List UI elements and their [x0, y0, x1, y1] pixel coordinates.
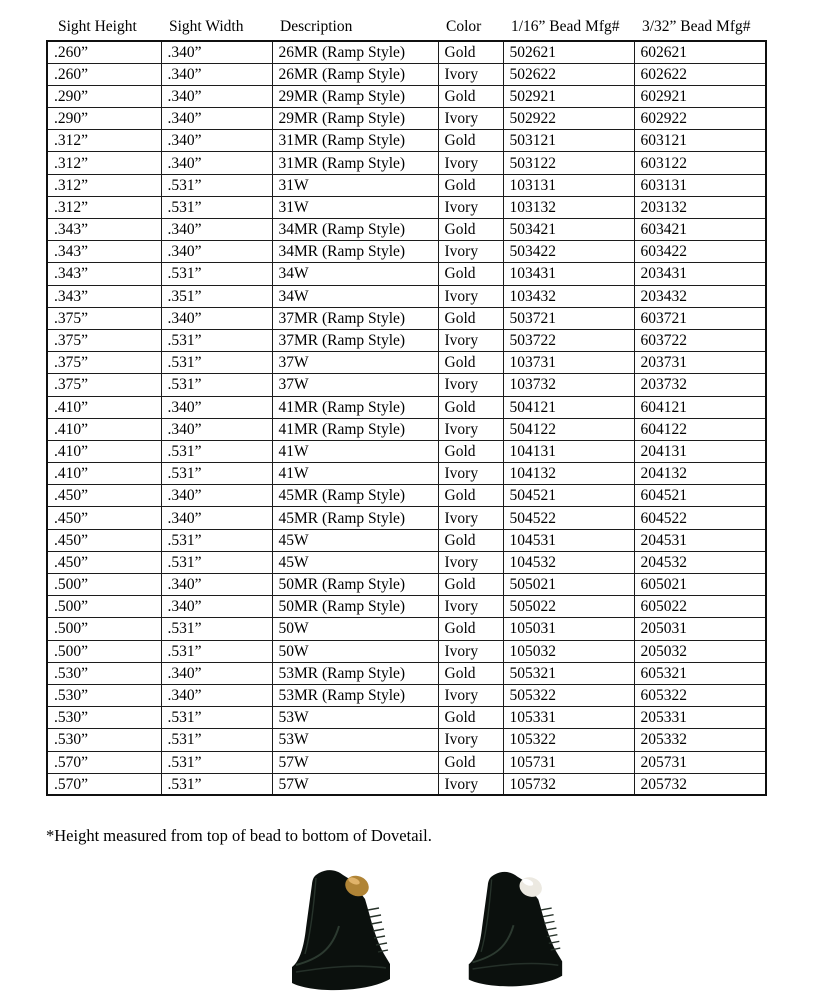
- table-cell: 104531: [503, 529, 634, 551]
- table-row: [47, 241, 766, 263]
- table-cell: 103431: [503, 263, 634, 285]
- table-row: [47, 263, 766, 285]
- table-cell: Gold: [438, 574, 503, 596]
- table-cell: Ivory: [438, 196, 503, 218]
- table-cell: 504521: [503, 485, 634, 507]
- table-row: [47, 684, 766, 706]
- table-cell: Gold: [438, 130, 503, 152]
- table-cell: .531”: [161, 196, 272, 218]
- table-cell: 503421: [503, 219, 634, 241]
- table-cell: 603131: [634, 174, 766, 196]
- table-cell: 57W: [272, 751, 438, 773]
- table-cell: .340”: [161, 596, 272, 618]
- table-row: [47, 662, 766, 684]
- table-cell: 29MR (Ramp Style): [272, 85, 438, 107]
- table-cell: .340”: [161, 418, 272, 440]
- table-cell: 105331: [503, 707, 634, 729]
- table-cell: 504122: [503, 418, 634, 440]
- table-cell: Ivory: [438, 152, 503, 174]
- table-cell: 504522: [503, 507, 634, 529]
- table-cell: 104131: [503, 440, 634, 462]
- table-cell: Gold: [438, 751, 503, 773]
- table-cell: 603421: [634, 219, 766, 241]
- table-cell: 205731: [634, 751, 766, 773]
- table-cell: .530”: [47, 662, 161, 684]
- table-cell: .340”: [161, 152, 272, 174]
- table-cell: 203432: [634, 285, 766, 307]
- table-cell: 605021: [634, 574, 766, 596]
- table-cell: .531”: [161, 551, 272, 573]
- table-cell: .351”: [161, 285, 272, 307]
- table-row: [47, 596, 766, 618]
- table-cell: 45MR (Ramp Style): [272, 507, 438, 529]
- table-row: [47, 751, 766, 773]
- table-cell: 503422: [503, 241, 634, 263]
- table-cell: .530”: [47, 729, 161, 751]
- table-row: [47, 352, 766, 374]
- table-cell: 31MR (Ramp Style): [272, 130, 438, 152]
- table-cell: .531”: [161, 352, 272, 374]
- table-cell: .531”: [161, 329, 272, 351]
- table-cell: 505321: [503, 662, 634, 684]
- table-cell: 205331: [634, 707, 766, 729]
- table-body: [47, 41, 766, 795]
- table-cell: .410”: [47, 440, 161, 462]
- table-cell: Ivory: [438, 596, 503, 618]
- table-cell: 205732: [634, 773, 766, 795]
- table-row: [47, 485, 766, 507]
- table-cell: .343”: [47, 241, 161, 263]
- table-cell: 26MR (Ramp Style): [272, 63, 438, 85]
- table-cell: 605322: [634, 684, 766, 706]
- table-cell: Gold: [438, 352, 503, 374]
- table-cell: .312”: [47, 130, 161, 152]
- table-cell: 41MR (Ramp Style): [272, 418, 438, 440]
- table-cell: 41MR (Ramp Style): [272, 396, 438, 418]
- table-cell: .290”: [47, 85, 161, 107]
- table-cell: .531”: [161, 729, 272, 751]
- table-cell: 53W: [272, 729, 438, 751]
- table-row: [47, 63, 766, 85]
- table-cell: .531”: [161, 463, 272, 485]
- table-cell: 602622: [634, 63, 766, 85]
- table-cell: Gold: [438, 529, 503, 551]
- table-cell: 53MR (Ramp Style): [272, 684, 438, 706]
- table-cell: 604522: [634, 507, 766, 529]
- table-cell: 505022: [503, 596, 634, 618]
- table-cell: 503721: [503, 307, 634, 329]
- table-cell: .340”: [161, 307, 272, 329]
- table-cell: 26MR (Ramp Style): [272, 41, 438, 63]
- table-row: [47, 396, 766, 418]
- table-cell: .340”: [161, 41, 272, 63]
- table-cell: 502921: [503, 85, 634, 107]
- table-cell: .500”: [47, 574, 161, 596]
- table-row: [47, 85, 766, 107]
- column-header-color: Color: [446, 18, 482, 35]
- table-cell: Ivory: [438, 551, 503, 573]
- table-cell: Gold: [438, 174, 503, 196]
- table-cell: 602921: [634, 85, 766, 107]
- table-cell: 57W: [272, 773, 438, 795]
- table-cell: 37W: [272, 352, 438, 374]
- table-cell: .570”: [47, 751, 161, 773]
- table-cell: .410”: [47, 463, 161, 485]
- table-cell: .531”: [161, 618, 272, 640]
- table-cell: 503722: [503, 329, 634, 351]
- column-header-sight-width: Sight Width: [169, 18, 244, 35]
- table-row: [47, 551, 766, 573]
- table-row: [47, 729, 766, 751]
- table-cell: .343”: [47, 285, 161, 307]
- table-cell: Ivory: [438, 418, 503, 440]
- table-cell: Ivory: [438, 63, 503, 85]
- table-cell: .410”: [47, 418, 161, 440]
- table-row: [47, 640, 766, 662]
- table-cell: 205032: [634, 640, 766, 662]
- table-cell: .340”: [161, 396, 272, 418]
- column-header-3-32-bead-mfg: 3/32” Bead Mfg#: [642, 18, 751, 35]
- column-header-sight-height: Sight Height: [58, 18, 137, 35]
- table-cell: 604122: [634, 418, 766, 440]
- table-cell: 103732: [503, 374, 634, 396]
- table-row: [47, 574, 766, 596]
- table-row: [47, 463, 766, 485]
- table-cell: 41W: [272, 440, 438, 462]
- table-cell: 103731: [503, 352, 634, 374]
- table-cell: Ivory: [438, 640, 503, 662]
- table-cell: .340”: [161, 108, 272, 130]
- table-cell: 31W: [272, 196, 438, 218]
- table-cell: 504121: [503, 396, 634, 418]
- table-cell: Gold: [438, 219, 503, 241]
- table-cell: Ivory: [438, 773, 503, 795]
- table-cell: .340”: [161, 85, 272, 107]
- table-cell: 203732: [634, 374, 766, 396]
- table-cell: .312”: [47, 196, 161, 218]
- table-cell: 502622: [503, 63, 634, 85]
- table-cell: 103131: [503, 174, 634, 196]
- table-cell: 34W: [272, 263, 438, 285]
- table-cell: .290”: [47, 108, 161, 130]
- table-cell: 103432: [503, 285, 634, 307]
- table-row: [47, 440, 766, 462]
- column-header-1-16-bead-mfg: 1/16” Bead Mfg#: [511, 18, 620, 35]
- table-cell: 104132: [503, 463, 634, 485]
- table-row: [47, 773, 766, 795]
- table-cell: .260”: [47, 41, 161, 63]
- table-cell: 41W: [272, 463, 438, 485]
- table-cell: .375”: [47, 307, 161, 329]
- table-cell: .450”: [47, 551, 161, 573]
- table-cell: .340”: [161, 662, 272, 684]
- table-row: [47, 219, 766, 241]
- table-cell: .375”: [47, 329, 161, 351]
- table-cell: .530”: [47, 684, 161, 706]
- gold-bead-sight-photo: [286, 866, 394, 994]
- table-cell: Ivory: [438, 329, 503, 351]
- table-cell: 105322: [503, 729, 634, 751]
- table-cell: Ivory: [438, 241, 503, 263]
- table-cell: Ivory: [438, 285, 503, 307]
- table-cell: .343”: [47, 219, 161, 241]
- table-cell: 204132: [634, 463, 766, 485]
- table-cell: 53W: [272, 707, 438, 729]
- table-cell: .340”: [161, 219, 272, 241]
- table-row: [47, 196, 766, 218]
- table-cell: .500”: [47, 596, 161, 618]
- table-cell: Ivory: [438, 507, 503, 529]
- table-cell: .531”: [161, 529, 272, 551]
- table-cell: .410”: [47, 396, 161, 418]
- table-cell: Gold: [438, 307, 503, 329]
- table-cell: 204532: [634, 551, 766, 573]
- table-cell: Ivory: [438, 729, 503, 751]
- table-cell: 205031: [634, 618, 766, 640]
- table-cell: 603121: [634, 130, 766, 152]
- table-cell: 203731: [634, 352, 766, 374]
- table-row: [47, 618, 766, 640]
- table-cell: 603722: [634, 329, 766, 351]
- table-cell: 45W: [272, 529, 438, 551]
- table-cell: Gold: [438, 396, 503, 418]
- table-cell: Ivory: [438, 684, 503, 706]
- table-cell: 34W: [272, 285, 438, 307]
- table-cell: .340”: [161, 574, 272, 596]
- table-row: [47, 108, 766, 130]
- table-cell: 105031: [503, 618, 634, 640]
- table-row: [47, 507, 766, 529]
- table-cell: 34MR (Ramp Style): [272, 241, 438, 263]
- table-cell: 203132: [634, 196, 766, 218]
- table-cell: 50MR (Ramp Style): [272, 574, 438, 596]
- table-cell: .375”: [47, 352, 161, 374]
- table-cell: .340”: [161, 507, 272, 529]
- table-cell: 29MR (Ramp Style): [272, 108, 438, 130]
- table-cell: 37MR (Ramp Style): [272, 329, 438, 351]
- ivory-bead-sight-photo: [462, 868, 567, 990]
- table-cell: Ivory: [438, 108, 503, 130]
- table-cell: Gold: [438, 707, 503, 729]
- table-cell: 604521: [634, 485, 766, 507]
- table-cell: 45MR (Ramp Style): [272, 485, 438, 507]
- table-cell: .530”: [47, 707, 161, 729]
- table-cell: Gold: [438, 263, 503, 285]
- column-header-description: Description: [280, 18, 353, 35]
- table-cell: 603122: [634, 152, 766, 174]
- table-cell: 104532: [503, 551, 634, 573]
- table-cell: Gold: [438, 41, 503, 63]
- table-cell: 602621: [634, 41, 766, 63]
- table-cell: 105731: [503, 751, 634, 773]
- table-cell: .531”: [161, 640, 272, 662]
- table-row: [47, 529, 766, 551]
- table-cell: .531”: [161, 374, 272, 396]
- table-cell: .450”: [47, 529, 161, 551]
- table-cell: .531”: [161, 707, 272, 729]
- footnote: *Height measured from top of bead to bottom of Dovetail.: [46, 826, 432, 845]
- table-row: [47, 152, 766, 174]
- table-cell: 603422: [634, 241, 766, 263]
- table-cell: 204531: [634, 529, 766, 551]
- table-row: [47, 285, 766, 307]
- table-cell: .531”: [161, 174, 272, 196]
- table-cell: 502621: [503, 41, 634, 63]
- table-cell: Gold: [438, 440, 503, 462]
- table-cell: Gold: [438, 662, 503, 684]
- table-cell: .340”: [161, 130, 272, 152]
- table-cell: Gold: [438, 485, 503, 507]
- table-cell: 605022: [634, 596, 766, 618]
- table-cell: .343”: [47, 263, 161, 285]
- sight-bead-table: [46, 18, 767, 796]
- table-row: [47, 174, 766, 196]
- table-cell: 604121: [634, 396, 766, 418]
- table-cell: 503121: [503, 130, 634, 152]
- table-cell: 50W: [272, 618, 438, 640]
- table-cell: 50W: [272, 640, 438, 662]
- table-cell: .340”: [161, 485, 272, 507]
- table-cell: .340”: [161, 63, 272, 85]
- table-cell: 34MR (Ramp Style): [272, 219, 438, 241]
- table-cell: Ivory: [438, 374, 503, 396]
- table-cell: .312”: [47, 152, 161, 174]
- table-cell: 205332: [634, 729, 766, 751]
- table-cell: 53MR (Ramp Style): [272, 662, 438, 684]
- table-cell: 37W: [272, 374, 438, 396]
- table-row: [47, 374, 766, 396]
- table-row: [47, 329, 766, 351]
- table-cell: 105032: [503, 640, 634, 662]
- table-cell: 37MR (Ramp Style): [272, 307, 438, 329]
- table-cell: .450”: [47, 485, 161, 507]
- table-cell: 204131: [634, 440, 766, 462]
- table-cell: 505021: [503, 574, 634, 596]
- table-cell: 502922: [503, 108, 634, 130]
- table-cell: Gold: [438, 618, 503, 640]
- table-header-row: [47, 18, 766, 41]
- table-cell: Gold: [438, 85, 503, 107]
- table-cell: .531”: [161, 263, 272, 285]
- table-row: [47, 130, 766, 152]
- table-cell: Ivory: [438, 463, 503, 485]
- table-cell: 31W: [272, 174, 438, 196]
- table-cell: 103132: [503, 196, 634, 218]
- table-cell: 605321: [634, 662, 766, 684]
- table-cell: .340”: [161, 241, 272, 263]
- table-row: [47, 707, 766, 729]
- table-row: [47, 41, 766, 63]
- table-cell: 603721: [634, 307, 766, 329]
- table-cell: .531”: [161, 751, 272, 773]
- table-cell: .340”: [161, 684, 272, 706]
- table-cell: .500”: [47, 640, 161, 662]
- table-cell: .312”: [47, 174, 161, 196]
- table-cell: 505322: [503, 684, 634, 706]
- table-cell: .500”: [47, 618, 161, 640]
- table-row: [47, 418, 766, 440]
- table-cell: 45W: [272, 551, 438, 573]
- table-cell: .450”: [47, 507, 161, 529]
- table-cell: 50MR (Ramp Style): [272, 596, 438, 618]
- table-cell: .375”: [47, 374, 161, 396]
- table-cell: .531”: [161, 773, 272, 795]
- table-cell: 31MR (Ramp Style): [272, 152, 438, 174]
- table-cell: 503122: [503, 152, 634, 174]
- table-cell: .570”: [47, 773, 161, 795]
- table-cell: 602922: [634, 108, 766, 130]
- table-cell: .260”: [47, 63, 161, 85]
- table-cell: 203431: [634, 263, 766, 285]
- table-row: [47, 307, 766, 329]
- table-cell: 105732: [503, 773, 634, 795]
- table-cell: .531”: [161, 440, 272, 462]
